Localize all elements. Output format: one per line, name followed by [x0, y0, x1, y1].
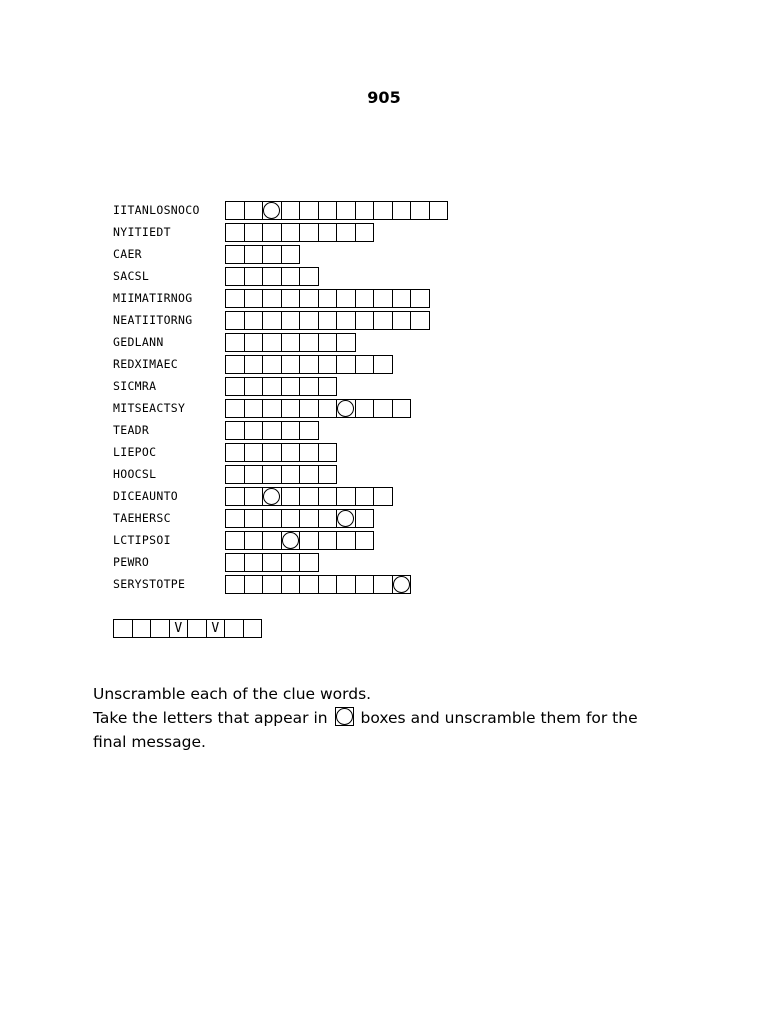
letter-box[interactable] [318, 377, 338, 396]
letter-box[interactable] [262, 267, 282, 286]
letter-box[interactable] [244, 267, 264, 286]
letter-box[interactable] [299, 553, 319, 572]
letter-box[interactable] [336, 333, 356, 352]
circled-box-icon [335, 707, 354, 726]
scrambled-word: TEADR [113, 423, 150, 437]
letter-box[interactable] [410, 201, 430, 220]
letter-box[interactable] [281, 267, 301, 286]
answer-boxes [225, 245, 299, 264]
scrambled-word: SERYSTOTPE [113, 577, 186, 591]
letter-box[interactable] [281, 509, 301, 528]
letter-box[interactable] [262, 443, 282, 462]
letter-box[interactable] [262, 421, 282, 440]
final-letter-box[interactable] [132, 619, 152, 638]
letter-box[interactable] [410, 311, 430, 330]
letter-box[interactable] [262, 311, 282, 330]
letter-box[interactable] [225, 289, 245, 308]
letter-box[interactable] [318, 531, 338, 550]
letter-box[interactable] [244, 443, 264, 462]
letter-box[interactable] [225, 223, 245, 242]
scrambled-word: HOOCSL [113, 467, 157, 481]
letter-box[interactable] [373, 355, 393, 374]
letter-box[interactable] [225, 553, 245, 572]
letter-box[interactable] [299, 443, 319, 462]
letter-box[interactable] [373, 487, 393, 506]
scrambled-word: IITANLOSNOCO [113, 203, 200, 217]
letter-box[interactable] [281, 311, 301, 330]
letter-box[interactable] [299, 575, 319, 594]
letter-box[interactable] [355, 531, 375, 550]
letter-box[interactable] [410, 289, 430, 308]
answer-boxes [225, 531, 373, 550]
scrambled-word: SACSL [113, 269, 150, 283]
scrambled-word: MITSEACTSY [113, 401, 186, 415]
circled-letter-box[interactable] [281, 531, 301, 550]
letter-box[interactable] [299, 223, 319, 242]
letter-box[interactable] [244, 245, 264, 264]
letter-box[interactable] [355, 201, 375, 220]
letter-box[interactable] [355, 487, 375, 506]
letter-box[interactable] [355, 575, 375, 594]
scrambled-word: NEATIITORNG [113, 313, 193, 327]
letter-box[interactable] [244, 553, 264, 572]
instructions [93, 682, 713, 754]
scrambled-word: CAER [113, 247, 142, 261]
instruction-line-2 [93, 706, 713, 730]
answer-boxes [225, 355, 392, 374]
letter-box[interactable] [244, 465, 264, 484]
letter-box[interactable] [318, 355, 338, 374]
letter-box[interactable] [336, 355, 356, 374]
letter-box[interactable] [262, 553, 282, 572]
letter-box[interactable] [281, 553, 301, 572]
letter-box[interactable] [336, 575, 356, 594]
letter-box[interactable] [355, 289, 375, 308]
letter-box[interactable] [225, 245, 245, 264]
instruction-line-3: final message. [93, 733, 206, 751]
answer-boxes [225, 487, 392, 506]
letter-box[interactable] [299, 201, 319, 220]
letter-box[interactable] [244, 487, 264, 506]
letter-box[interactable] [225, 355, 245, 374]
final-letter-box[interactable] [113, 619, 133, 638]
scrambled-word: NYITIEDT [113, 225, 171, 239]
letter-box[interactable] [318, 443, 338, 462]
letter-box[interactable] [355, 399, 375, 418]
letter-box[interactable] [299, 289, 319, 308]
letter-box[interactable] [281, 399, 301, 418]
letter-box[interactable] [244, 575, 264, 594]
letter-box[interactable] [318, 399, 338, 418]
letter-box[interactable] [355, 223, 375, 242]
letter-box[interactable] [392, 201, 412, 220]
letter-box[interactable] [281, 289, 301, 308]
letter-box[interactable] [318, 289, 338, 308]
final-message-boxes [113, 619, 261, 638]
letter-box[interactable] [262, 531, 282, 550]
letter-box[interactable] [262, 289, 282, 308]
answer-boxes [225, 465, 336, 484]
instruction-line-2-end: boxes and unscramble them for the [360, 709, 638, 727]
letter-box[interactable] [373, 399, 393, 418]
letter-box[interactable] [281, 575, 301, 594]
answer-boxes [225, 553, 318, 572]
letter-box[interactable] [262, 377, 282, 396]
letter-box[interactable] [244, 399, 264, 418]
letter-box[interactable] [299, 311, 319, 330]
letter-box[interactable] [244, 531, 264, 550]
letter-box[interactable] [355, 355, 375, 374]
letter-box[interactable] [225, 399, 245, 418]
letter-box[interactable] [281, 245, 301, 264]
scrambled-word: REDXIMAEC [113, 357, 179, 371]
letter-box[interactable] [262, 223, 282, 242]
letter-box[interactable] [299, 333, 319, 352]
answer-boxes [225, 509, 373, 528]
letter-box[interactable] [244, 333, 264, 352]
answer-boxes [225, 421, 318, 440]
letter-box[interactable] [225, 443, 245, 462]
answer-boxes [225, 201, 447, 220]
letter-box[interactable] [373, 289, 393, 308]
letter-box[interactable] [299, 377, 319, 396]
answer-boxes [225, 289, 429, 308]
letter-box[interactable] [336, 201, 356, 220]
answer-boxes [225, 443, 336, 462]
letter-box[interactable] [281, 201, 301, 220]
circled-letter-box[interactable] [262, 487, 282, 506]
letter-box[interactable] [318, 201, 338, 220]
letter-box[interactable] [429, 201, 449, 220]
letter-box[interactable] [225, 575, 245, 594]
letter-box[interactable] [225, 509, 245, 528]
letter-box[interactable] [262, 465, 282, 484]
letter-box[interactable] [244, 509, 264, 528]
letter-box[interactable] [225, 487, 245, 506]
scrambled-word: LIEPOC [113, 445, 157, 459]
final-letter-box[interactable] [243, 619, 263, 638]
answer-boxes [225, 267, 318, 286]
letter-box[interactable] [281, 487, 301, 506]
instruction-line-2-start: Take the letters that appear in [93, 709, 328, 727]
letter-box[interactable] [244, 223, 264, 242]
final-letter-box[interactable] [187, 619, 207, 638]
letter-box[interactable] [392, 289, 412, 308]
letter-box[interactable] [299, 465, 319, 484]
final-letter-box[interactable] [224, 619, 244, 638]
scrambled-word: DICEAUNTO [113, 489, 179, 503]
letter-box[interactable] [318, 333, 338, 352]
scrambled-word: SICMRA [113, 379, 157, 393]
letter-box[interactable] [336, 487, 356, 506]
answer-boxes [225, 223, 373, 242]
answer-boxes [225, 399, 410, 418]
letter-box[interactable] [392, 399, 412, 418]
letter-box[interactable] [225, 465, 245, 484]
instruction-line-1: Unscramble each of the clue words. [93, 685, 372, 703]
letter-box[interactable] [281, 223, 301, 242]
letter-box[interactable] [244, 355, 264, 374]
letter-box[interactable] [244, 377, 264, 396]
letter-box[interactable] [299, 421, 319, 440]
letter-box[interactable] [392, 311, 412, 330]
circled-letter-box[interactable] [392, 575, 412, 594]
letter-box[interactable] [225, 377, 245, 396]
letter-box[interactable] [318, 509, 338, 528]
letter-box[interactable] [318, 311, 338, 330]
scrambled-word: MIIMATIRNOG [113, 291, 193, 305]
letter-box[interactable] [262, 575, 282, 594]
letter-box[interactable] [299, 355, 319, 374]
letter-box[interactable] [373, 575, 393, 594]
letter-box[interactable] [299, 531, 319, 550]
letter-box[interactable] [299, 399, 319, 418]
letter-box[interactable] [373, 311, 393, 330]
letter-box[interactable] [225, 333, 245, 352]
scrambled-word: GEDLANN [113, 335, 164, 349]
circled-letter-box[interactable] [262, 201, 282, 220]
letter-box[interactable] [281, 421, 301, 440]
letter-box[interactable] [299, 487, 319, 506]
letter-box[interactable] [299, 509, 319, 528]
scrambled-word: LCTIPSOI [113, 533, 171, 547]
scrambled-word: PEWRO [113, 555, 150, 569]
letter-box[interactable] [262, 245, 282, 264]
page-title: 905 [367, 88, 401, 107]
letter-box[interactable] [281, 443, 301, 462]
letter-box[interactable] [262, 509, 282, 528]
letter-box[interactable] [262, 333, 282, 352]
letter-box[interactable] [318, 465, 338, 484]
letter-box[interactable] [318, 223, 338, 242]
letter-box[interactable] [244, 201, 264, 220]
scrambled-word: TAEHERSC [113, 511, 171, 525]
letter-box[interactable] [225, 421, 245, 440]
letter-box[interactable] [355, 311, 375, 330]
letter-box[interactable] [225, 531, 245, 550]
answer-boxes [225, 377, 336, 396]
letter-box[interactable] [373, 201, 393, 220]
letter-box[interactable] [318, 575, 338, 594]
letter-box[interactable] [244, 289, 264, 308]
letter-box[interactable] [225, 267, 245, 286]
final-letter-box[interactable]: V [169, 619, 189, 638]
circled-letter-box[interactable] [336, 509, 356, 528]
letter-box[interactable] [262, 399, 282, 418]
letter-box[interactable] [262, 355, 282, 374]
letter-box[interactable] [336, 289, 356, 308]
final-letter-box[interactable]: V [206, 619, 226, 638]
final-letter-box[interactable] [150, 619, 170, 638]
letter-box[interactable] [299, 267, 319, 286]
letter-box[interactable] [281, 465, 301, 484]
letter-box[interactable] [244, 311, 264, 330]
letter-box[interactable] [355, 509, 375, 528]
letter-box[interactable] [225, 311, 245, 330]
answer-boxes [225, 575, 410, 594]
letter-box[interactable] [281, 377, 301, 396]
letter-box[interactable] [281, 355, 301, 374]
letter-box[interactable] [225, 201, 245, 220]
letter-box[interactable] [244, 421, 264, 440]
answer-boxes [225, 333, 355, 352]
letter-box[interactable] [336, 223, 356, 242]
letter-box[interactable] [281, 333, 301, 352]
letter-box[interactable] [336, 531, 356, 550]
answer-boxes [225, 311, 429, 330]
circled-letter-box[interactable] [336, 399, 356, 418]
letter-box[interactable] [336, 311, 356, 330]
letter-box[interactable] [318, 487, 338, 506]
